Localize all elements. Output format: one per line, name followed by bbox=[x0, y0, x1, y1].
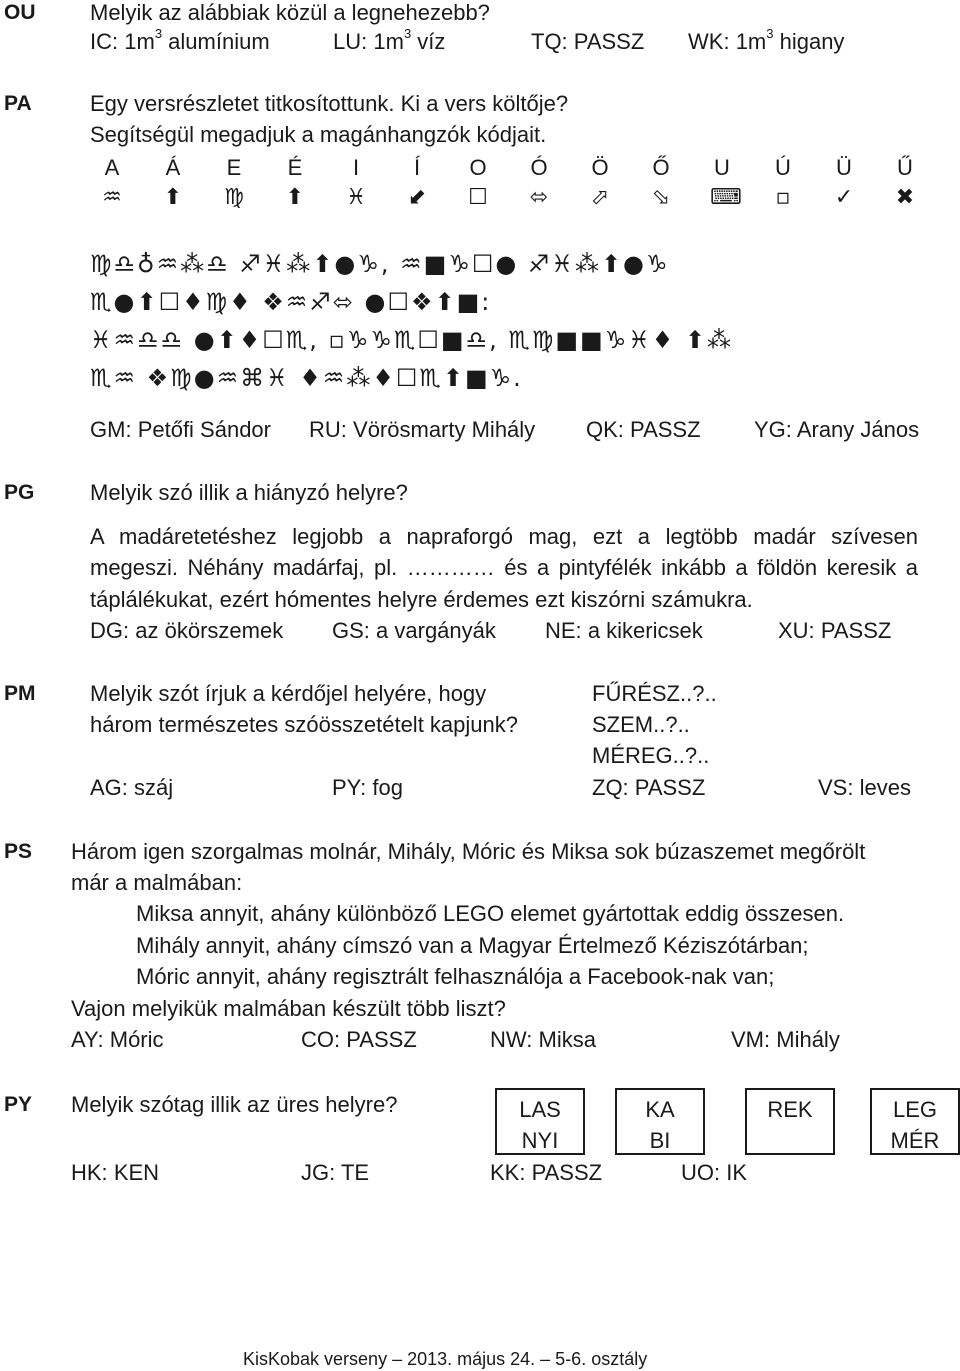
question-code-ou: OU bbox=[4, 1, 36, 24]
vowel-letter: Ú bbox=[775, 155, 791, 180]
option-text: PASSZ bbox=[820, 618, 892, 643]
list-item: Móric annyit, ahány regisztrált felhasználója a Facebook-nak van; bbox=[136, 964, 775, 989]
list-item: Mihály annyit, ahány címszó van a Magyar Értelmező Kéziszótárban; bbox=[136, 933, 809, 958]
option-text: a kikericsek bbox=[587, 618, 703, 643]
answer-option-gm[interactable] bbox=[90, 419, 271, 441]
option-text: higany bbox=[773, 29, 845, 54]
encoded-line: ♏●⬆☐♦♍♦ ❖♒♐⬄ ●☐❖⬆■: bbox=[90, 288, 492, 316]
option-label: VM: bbox=[731, 1027, 771, 1052]
option-text: TE bbox=[340, 1160, 370, 1185]
syllable-top: REK bbox=[767, 1097, 813, 1122]
option-text: PASSZ bbox=[531, 1160, 603, 1185]
answer-option-vs[interactable] bbox=[818, 777, 911, 799]
answer-option-uo[interactable] bbox=[681, 1162, 747, 1184]
answer-option-qk[interactable] bbox=[586, 419, 701, 441]
answer-option-ay[interactable] bbox=[71, 1029, 164, 1051]
option-label: KK: bbox=[490, 1160, 526, 1185]
encoded-line: ♓♒♎♎ ●⬆♦☐♏, ▫♑♑♏☐■♎, ♏♍■■♑♓♦ ⬆⁂ bbox=[90, 326, 733, 354]
answer-option-jg[interactable] bbox=[301, 1162, 369, 1184]
vowel-letter: U bbox=[714, 155, 730, 180]
option-text: Mihály bbox=[776, 1027, 840, 1052]
option-text: IK bbox=[726, 1160, 748, 1185]
vowel-letter: Á bbox=[165, 155, 181, 180]
option-text: víz bbox=[411, 29, 446, 54]
option-text: KEN bbox=[113, 1160, 160, 1185]
list-item: Miksa annyit, ahány különböző LEGO elemet gyártottak eddig összesen. bbox=[136, 901, 845, 926]
syllable-bottom: NYI bbox=[521, 1128, 559, 1153]
question-code-pg: PG bbox=[4, 481, 35, 504]
option-label: VS: bbox=[818, 775, 854, 800]
vowel-code-symbol: ⬀ bbox=[590, 185, 610, 210]
paragraph-line: Három igen szorgalmas molnár, Mihály, Móric és Miksa sok búzaszemet megőrölt bbox=[71, 839, 866, 864]
paragraph-line: megeszi. Néhány madárfaj, pl. ………… és a pintyfélék inkább a földön keresik a bbox=[90, 555, 918, 580]
question-code-py: PY bbox=[4, 1093, 33, 1116]
option-text: PASSZ bbox=[346, 1027, 417, 1052]
option-label: WK: bbox=[688, 29, 730, 54]
answer-option-ic[interactable] bbox=[90, 26, 270, 54]
question-text: Melyik szótag illik az üres helyre? bbox=[71, 1092, 398, 1117]
option-text: Móric bbox=[109, 1027, 164, 1052]
option-label: NW: bbox=[490, 1027, 533, 1052]
vowel-letter: Í bbox=[413, 155, 421, 180]
syllable-box-1 bbox=[495, 1088, 585, 1155]
vowel-letter: Ű bbox=[897, 155, 913, 180]
option-label: NE: bbox=[545, 618, 582, 643]
question-text: Vajon melyikük malmában készült több liszt? bbox=[71, 996, 506, 1021]
option-text: Vörösmarty Mihály bbox=[353, 417, 536, 442]
option-label: GS: bbox=[332, 618, 370, 643]
vowel-code-symbol: ⬂ bbox=[651, 185, 671, 210]
option-label: PY: bbox=[332, 775, 367, 800]
syllable-box-2 bbox=[615, 1088, 705, 1155]
vowel-code-symbol: ⌨ bbox=[710, 185, 742, 210]
paragraph-line: már a malmában: bbox=[71, 870, 243, 895]
paragraph-line: A madáretetéshez legjobb a napraforgó mag, ezt a legtöbb madár szívesen bbox=[90, 524, 918, 549]
vowel-code-symbol: ☐ bbox=[468, 185, 488, 210]
option-label: XU: bbox=[778, 618, 815, 643]
answer-option-zq[interactable] bbox=[592, 777, 705, 799]
option-label: DG: bbox=[90, 618, 130, 643]
option-text: az ökörszemek bbox=[135, 618, 284, 643]
option-label: AG: bbox=[90, 775, 128, 800]
answer-option-gs[interactable] bbox=[332, 620, 496, 642]
option-text: a vargányák bbox=[376, 618, 496, 643]
answer-option-yg[interactable] bbox=[754, 419, 919, 441]
vowel-code-symbol: ♍ bbox=[224, 185, 244, 210]
option-label: IC: bbox=[90, 29, 119, 54]
vowel-code-symbol: ♓ bbox=[346, 185, 366, 210]
option-label: QK: bbox=[586, 417, 624, 442]
option-text: 1m bbox=[735, 29, 767, 54]
question-text: Melyik az alábbiak közül a legnehezebb? bbox=[90, 0, 490, 25]
option-text: leves bbox=[859, 775, 911, 800]
vowel-letter: Ö bbox=[591, 155, 609, 180]
vowel-letter: Ü bbox=[836, 155, 852, 180]
vowel-code-symbol: ⬄ bbox=[529, 185, 549, 210]
option-text: PASSZ bbox=[634, 775, 706, 800]
answer-option-co[interactable] bbox=[301, 1029, 417, 1051]
option-text: PASSZ bbox=[630, 417, 701, 442]
answer-option-lu[interactable] bbox=[333, 26, 446, 54]
question-text: Egy versrészletet titkosítottunk. Ki a vers költője? bbox=[90, 91, 569, 116]
question-text: Melyik szót írjuk a kérdőjel helyére, hogy bbox=[90, 681, 487, 706]
page-footer: KisKobak verseny – 2013. május 24. – 5-6. osztály bbox=[243, 1349, 648, 1369]
question-code-pa: PA bbox=[4, 92, 32, 115]
question-code-ps: PS bbox=[4, 840, 33, 863]
vowel-code-symbol: ▫ bbox=[775, 185, 791, 210]
superscript: 3 bbox=[403, 26, 412, 41]
syllable-box-3 bbox=[745, 1088, 835, 1155]
option-text: Miksa bbox=[538, 1027, 596, 1052]
compound-word: MÉREG..?.. bbox=[592, 743, 710, 768]
option-label: TQ: bbox=[531, 29, 568, 54]
answer-option-ag[interactable] bbox=[90, 777, 173, 799]
answer-option-ne[interactable] bbox=[545, 620, 703, 642]
option-label: UO: bbox=[681, 1160, 721, 1185]
vowel-letter: E bbox=[226, 155, 242, 180]
syllable-bottom: MÉR bbox=[890, 1128, 940, 1153]
vowel-code-symbol: ⬋ bbox=[407, 185, 427, 210]
option-label: RU: bbox=[309, 417, 347, 442]
option-text: alumínium bbox=[162, 29, 270, 54]
question-text: három természetes szóösszetételt kapjunk? bbox=[90, 712, 518, 737]
option-text: PASSZ bbox=[573, 29, 645, 54]
vowel-letter: I bbox=[352, 155, 360, 180]
option-label: AY: bbox=[71, 1027, 104, 1052]
syllable-bottom: BI bbox=[649, 1128, 671, 1153]
syllable-top: LEG bbox=[892, 1097, 938, 1122]
option-label: CO: bbox=[301, 1027, 341, 1052]
answer-option-py[interactable] bbox=[332, 777, 403, 799]
answer-option-vm[interactable] bbox=[731, 1029, 840, 1051]
vowel-letter: Ő bbox=[652, 155, 670, 180]
option-label: ZQ: bbox=[592, 775, 629, 800]
syllable-top: KA bbox=[645, 1097, 675, 1122]
answer-option-nw[interactable] bbox=[490, 1029, 596, 1051]
question-text: Melyik szó illik a hiányzó helyre? bbox=[90, 480, 408, 505]
answer-option-wk[interactable] bbox=[688, 26, 845, 54]
answer-option-kk[interactable] bbox=[490, 1162, 602, 1184]
vowel-letter: O bbox=[469, 155, 487, 180]
answer-option-dg[interactable] bbox=[90, 620, 283, 642]
option-label: GM: bbox=[90, 417, 132, 442]
vowel-letter: A bbox=[104, 155, 120, 180]
superscript: 3 bbox=[766, 26, 774, 41]
encoded-line: ♏♒ ❖♍●♒⌘♓ ♦♒⁂♦☐♏⬆■♑. bbox=[90, 364, 523, 392]
answer-option-hk[interactable] bbox=[71, 1162, 159, 1184]
vowel-code-symbol: ⬆ bbox=[163, 185, 183, 210]
option-label: LU: bbox=[333, 29, 368, 54]
compound-word: FŰRÉSZ..?.. bbox=[592, 681, 717, 706]
compound-word: SZEM..?.. bbox=[592, 712, 690, 737]
option-label: JG: bbox=[301, 1160, 336, 1185]
vowel-letter: É bbox=[287, 155, 303, 180]
vowel-code-symbol: ⬆ bbox=[285, 185, 305, 210]
syllable-top: LAS bbox=[519, 1097, 561, 1122]
option-text: 1m bbox=[373, 29, 404, 54]
option-text: száj bbox=[134, 775, 174, 800]
question-text: Segítségül megadjuk a magánhangzók kódjait. bbox=[90, 122, 547, 147]
paragraph-line: táplálékukat, ezért hómentes helyre érdemes ezt kiszórni számukra. bbox=[90, 587, 753, 612]
vowel-code-symbol: ♒ bbox=[102, 185, 122, 210]
option-label: HK: bbox=[71, 1160, 108, 1185]
answer-option-tq[interactable] bbox=[531, 31, 644, 53]
option-label: YG: bbox=[754, 417, 792, 442]
option-text: fog bbox=[372, 775, 403, 800]
syllable-box-4 bbox=[870, 1088, 960, 1155]
option-text: 1m bbox=[124, 29, 155, 54]
option-text: Arany János bbox=[796, 417, 920, 442]
answer-option-ru[interactable] bbox=[309, 419, 535, 441]
option-text: Petőfi Sándor bbox=[137, 417, 271, 442]
vowel-letter: Ó bbox=[530, 155, 548, 180]
encoded-line: ♍♎♁♒⁂♎ ♐♓⁂⬆●♑, ♒■♑☐● ♐♓⁂⬆●♑ bbox=[90, 250, 670, 278]
vowel-code-symbol: ✓ bbox=[834, 185, 854, 210]
answer-option-xu[interactable] bbox=[778, 620, 891, 642]
vowel-code-symbol: ✖ bbox=[895, 185, 915, 210]
question-code-pm: PM bbox=[4, 682, 36, 705]
superscript: 3 bbox=[154, 26, 163, 41]
